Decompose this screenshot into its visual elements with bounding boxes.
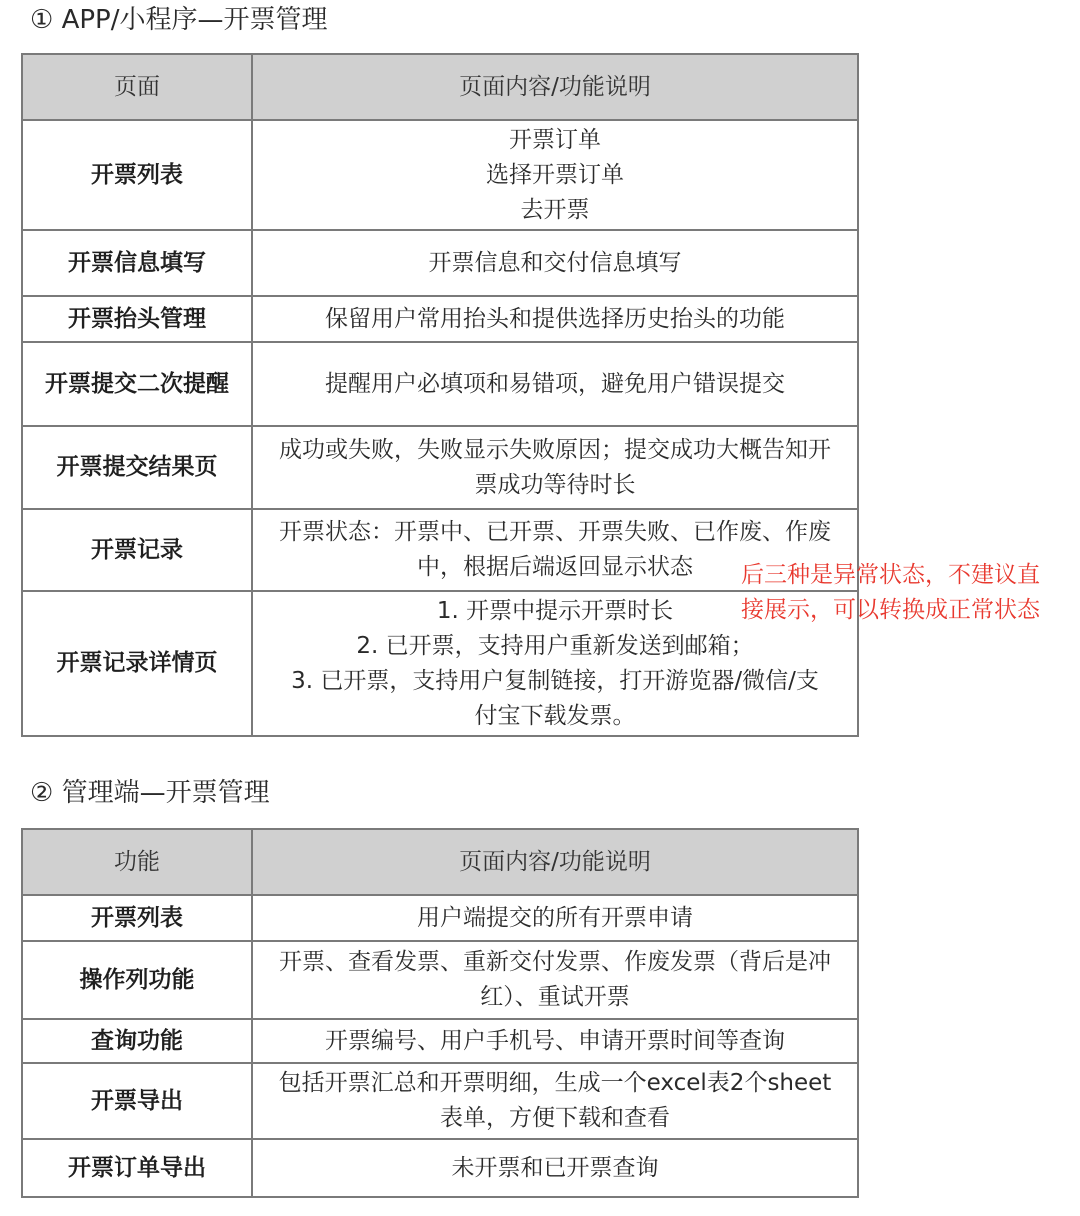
row-desc xyxy=(252,342,858,426)
table-row xyxy=(22,591,858,736)
row-desc xyxy=(252,941,858,1019)
table-row xyxy=(22,1019,858,1063)
desc-line: 选择开票订单 xyxy=(486,161,624,188)
row-name: 开票列表 xyxy=(22,120,252,230)
desc-line: 未开票和已开票查询 xyxy=(451,1154,659,1181)
desc-line: 中，根据后端返回显示状态 xyxy=(417,554,693,580)
row-name: 开票提交结果页 xyxy=(22,426,252,509)
app-invoice-table xyxy=(21,53,859,737)
desc-line: 3. 已开票，支持用户复制链接，打开游览器/微信/支 xyxy=(291,667,819,694)
row-desc xyxy=(252,1019,858,1063)
row-name: 开票抬头管理 xyxy=(22,296,252,342)
table-row xyxy=(22,941,858,1019)
column-header-page: 页面 xyxy=(22,54,252,120)
desc-line: 开票状态：开票中、已开票、开票失败、已作废、作废 xyxy=(279,519,831,545)
row-name: 查询功能 xyxy=(22,1019,252,1063)
desc-line: 2. 已开票，支持用户重新发送到邮箱； xyxy=(356,632,754,659)
desc-line: 用户端提交的所有开票申请 xyxy=(417,904,693,931)
table-row xyxy=(22,426,858,509)
desc-line: 票成功等待时长 xyxy=(474,471,636,498)
desc-line: 保留用户常用抬头和提供选择历史抬头的功能 xyxy=(325,305,785,332)
annotation-line: 后三种是异常状态，不建议直 xyxy=(741,562,1040,588)
section2-heading: ② 管理端—开票管理 xyxy=(30,778,270,808)
table-row xyxy=(22,509,858,591)
row-desc xyxy=(252,296,858,342)
desc-line: 开票编号、用户手机号、申请开票时间等查询 xyxy=(325,1027,785,1054)
row-name: 开票信息填写 xyxy=(22,230,252,296)
table-header-row xyxy=(22,829,858,895)
row-name: 操作列功能 xyxy=(22,941,252,1019)
desc-line: 提醒用户必填项和易错项，避免用户错误提交 xyxy=(325,370,785,397)
desc-line: 开票信息和交付信息填写 xyxy=(428,249,682,276)
row-name: 开票订单导出 xyxy=(22,1139,252,1197)
admin-invoice-table xyxy=(21,828,859,1198)
desc-line: 付宝下载发票。 xyxy=(474,702,636,729)
table-row xyxy=(22,296,858,342)
desc-line: 开票订单 xyxy=(509,126,601,153)
row-desc xyxy=(252,120,858,230)
column-header-desc: 页面内容/功能说明 xyxy=(252,54,858,120)
row-name: 开票记录 xyxy=(22,509,252,591)
row-name: 开票导出 xyxy=(22,1063,252,1139)
column-header-func: 功能 xyxy=(22,829,252,895)
table-row xyxy=(22,895,858,941)
table-header-row xyxy=(22,54,858,120)
column-header-desc: 页面内容/功能说明 xyxy=(252,829,858,895)
section1-heading: ① APP/小程序—开票管理 xyxy=(30,5,328,35)
row-desc xyxy=(252,1139,858,1197)
row-desc xyxy=(252,426,858,509)
row-desc xyxy=(252,1063,858,1139)
row-desc xyxy=(252,230,858,296)
row-name: 开票提交二次提醒 xyxy=(22,342,252,426)
table-row xyxy=(22,230,858,296)
desc-line: 红）、重试开票 xyxy=(480,984,630,1010)
table-row xyxy=(22,342,858,426)
desc-line: 成功或失败，失败显示失败原因；提交成功大概告知开 xyxy=(279,436,831,463)
table-row xyxy=(22,1139,858,1197)
annotation-line: 接展示，可以转换成正常状态 xyxy=(741,597,1040,623)
desc-line: 1. 开票中提示开票时长 xyxy=(436,597,674,624)
desc-line: 表单，方便下载和查看 xyxy=(440,1105,670,1131)
desc-line: 开票、查看发票、重新交付发票、作废发票（背后是冲 xyxy=(279,949,831,975)
table-row xyxy=(22,1063,858,1139)
annotation-note xyxy=(741,558,1076,628)
row-name: 开票记录详情页 xyxy=(22,591,252,736)
row-name: 开票列表 xyxy=(22,895,252,941)
row-desc xyxy=(252,895,858,941)
table-row xyxy=(22,120,858,230)
desc-line: 包括开票汇总和开票明细，生成一个excel表2个sheet xyxy=(278,1070,832,1096)
desc-line: 去开票 xyxy=(520,196,590,223)
